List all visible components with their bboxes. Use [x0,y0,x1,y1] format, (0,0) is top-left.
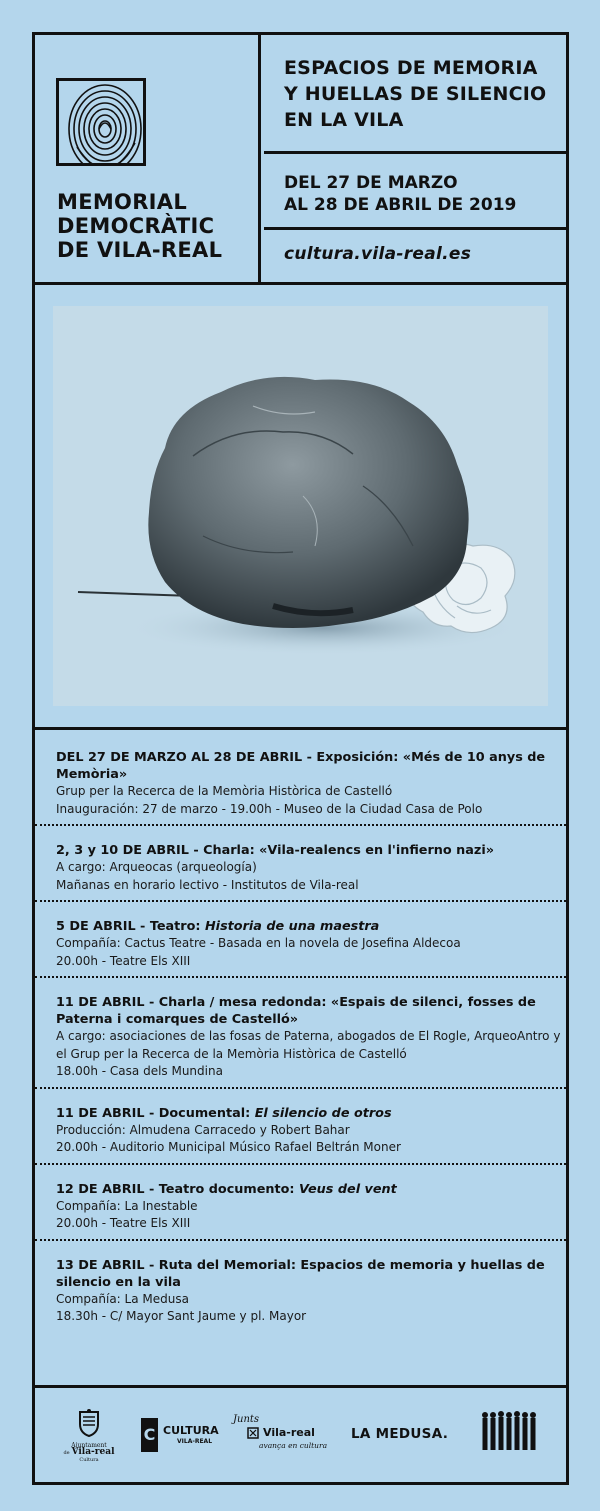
junts-tagline: avança en cultura [259,1441,328,1450]
memorial-name-line-3: DE VILA-REAL [57,238,223,262]
event-title: 12 DE ABRIL - Teatro documento: Veus del vent [56,1181,397,1197]
vila-real-text: Vila-real [263,1426,315,1439]
poster-title-line-2: Y HUELLAS DE SILENCIO [284,83,547,105]
poster-header [35,35,566,285]
event-detail: Compañía: Cactus Teatre - Basada en la novela de Josefina Aldecoa [56,936,461,950]
event-detail: 20.00h - Auditorio Municipal Músico Rafael Beltrán Moner [56,1140,401,1154]
junts-text: Junts [233,1414,260,1425]
poster-frame [32,32,569,1485]
website-link[interactable]: cultura.vila-real.es [284,244,472,264]
event-detail: A cargo: asociaciones de las fosas de Paterna, abogados de El Rogle, ArqueoAntro y el Grup per la Recerca de la Memòria Històrica de Castelló [56,1029,561,1061]
event-title: DEL 27 DE MARZO AL 28 DE ABRIL - Exposición: «Més de 10 anys de Memòria» [56,750,546,782]
event-detail: A cargo: Arqueocas (arqueología) [56,860,257,874]
ajuntament-place: de Vila-real [63,1447,115,1457]
event-dates-line-2: AL 28 DE ABRIL DE 2019 [284,195,517,215]
event-dates [284,172,516,216]
junts-vila-real-logo [233,1414,333,1458]
event-detail: 20.00h - Teatre Els XIII [56,953,191,968]
photo-section [35,288,566,730]
event-item [35,1239,566,1332]
event-detail: Mañanas en horario lectivo - Institutos de Vila-real [56,877,359,892]
cultura-c-icon: C [141,1418,158,1452]
vila-real-mark-icon [247,1427,259,1439]
events-list [35,733,566,1332]
website-cell [264,233,566,282]
memorial-name [57,190,222,262]
fingerprint-icon [56,78,146,166]
event-title: 5 DE ABRIL - Teatro: Historia de una maestra [56,919,380,934]
event-detail: 20.00h - Teatre Els XIII [56,1216,191,1230]
event-title: 2, 3 y 10 DE ABRIL - Charla: «Vila-realencs en l'infierno nazi» [56,843,494,858]
title-cell [264,35,566,154]
poster-title-line-3: EN LA VILA [284,109,404,131]
event-item [35,1087,566,1163]
memorial-logo-cell [35,35,261,282]
cultura-sub: VILA-REAL [177,1438,213,1445]
dates-cell [264,157,566,230]
cultura-name: CULTURA [163,1424,219,1437]
poster-title [284,55,546,133]
event-item [35,1163,566,1239]
coat-of-arms-icon [74,1408,104,1438]
stone-and-rose-photo [53,306,548,706]
event-detail: Producción: Almudena Carracedo y Robert Bahar [56,1122,350,1137]
ajuntament-dept: Cultura [79,1457,99,1463]
ajuntament-text: Ajuntament [71,1442,107,1449]
event-detail: 18.30h - C/ Mayor Sant Jaume y pl. Mayor [56,1309,307,1323]
event-detail: 18.00h - Casa dels Mundina [56,1064,223,1078]
event-dates-line-1: DEL 27 DE MARZO [284,173,458,193]
people-silhouettes-icon [481,1410,541,1456]
event-title: 11 DE ABRIL - Charla / mesa redonda: «Espais de silenci, fosses de Paterna i comarques de Castelló» [56,995,536,1027]
event-title: 13 DE ABRIL - Ruta del Memorial: Espacios de memoria y huellas de silencio en la vila [56,1257,545,1290]
ajuntament-logo [59,1408,119,1464]
event-item [35,824,566,900]
la-medusa-logo: LA MEDUSA. [351,1426,449,1442]
event-item [35,900,566,976]
event-title: 11 DE ABRIL - Documental: El silencio de otros [56,1105,392,1121]
poster-title-line-1: ESPACIOS DE MEMORIA [284,57,538,79]
memorial-name-line-2: DEMOCRÀTIC [57,214,215,238]
sponsor-logos [35,1385,566,1482]
event-detail: Inauguración: 27 de marzo - 19.00h - Museo de la Ciudad Casa de Polo [56,801,483,816]
event-item [35,976,566,1087]
event-item [35,733,566,824]
event-detail: Compañía: La Medusa [56,1291,189,1306]
event-detail: Compañía: La Inestable [56,1198,198,1213]
memorial-name-line-1: MEMORIAL [57,190,188,214]
event-detail: Grup per la Recerca de la Memòria Històrica de Castelló [56,784,393,798]
cultura-logo [141,1418,221,1452]
